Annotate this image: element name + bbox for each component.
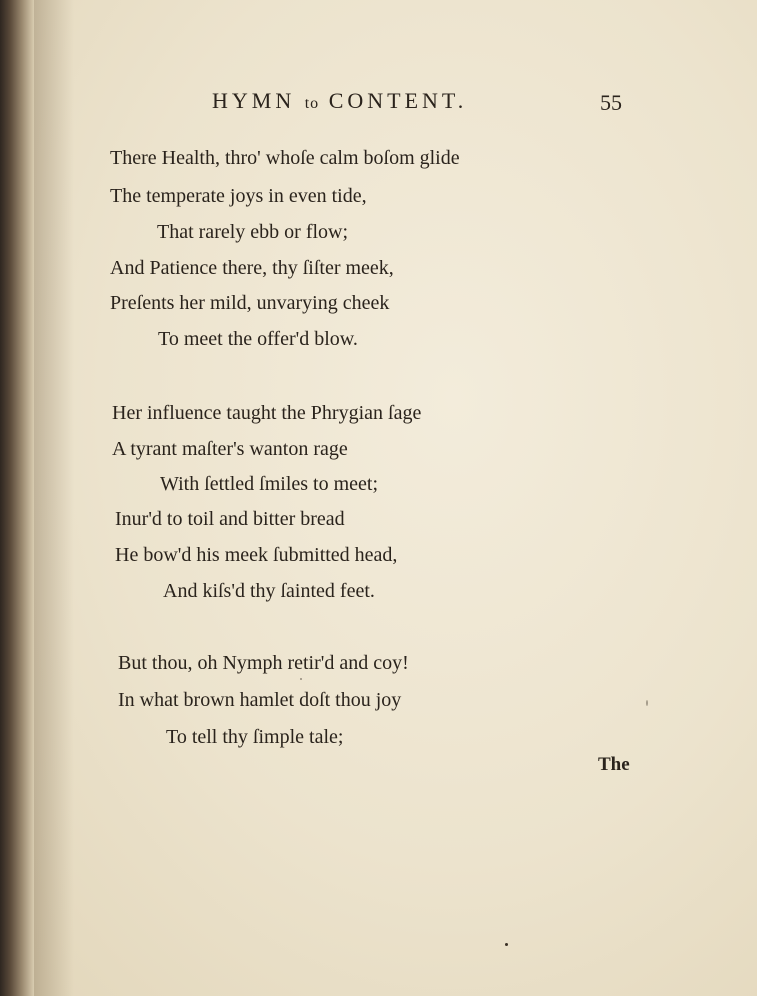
poem-line: In what brown hamlet doſt thou joy: [118, 689, 402, 711]
poem-line: With ſettled ſmiles to meet;: [160, 473, 379, 495]
catchword: The: [598, 754, 630, 775]
poem-line: The temperate joys in even tide,: [110, 185, 367, 207]
poem-line: Preſents her mild, unvarying cheek: [110, 292, 390, 314]
paper-speck: [300, 678, 302, 680]
poem-line: That rarely ebb or flow;: [157, 221, 349, 243]
page-number: 55: [600, 90, 622, 115]
title-right: CONTENT.: [328, 88, 468, 113]
poem-line: Her influence taught the Phrygian ſage: [112, 402, 422, 424]
poem-line: A tyrant maſter's wanton rage: [112, 438, 348, 460]
poem-line: And Patience there, thy ſiſter meek,: [110, 257, 394, 279]
paper-speck: [646, 700, 648, 706]
poem-line: There Health, thro' whoſe calm boſom glide: [110, 147, 460, 169]
poem-line: And kiſs'd thy ſainted feet.: [163, 580, 375, 602]
title-left: HYMN: [212, 88, 296, 113]
poem-line: He bow'd his meek ſubmitted head,: [115, 544, 398, 566]
poem-line: But thou, oh Nymph retir'd and coy!: [118, 652, 409, 674]
paper-speck: [505, 943, 508, 946]
poem-line: To meet the offer'd blow.: [158, 328, 358, 350]
poem-line: Inur'd to toil and bitter bread: [115, 508, 345, 530]
poem-line: To tell thy ſimple tale;: [166, 726, 344, 748]
title-to: to: [304, 95, 320, 112]
